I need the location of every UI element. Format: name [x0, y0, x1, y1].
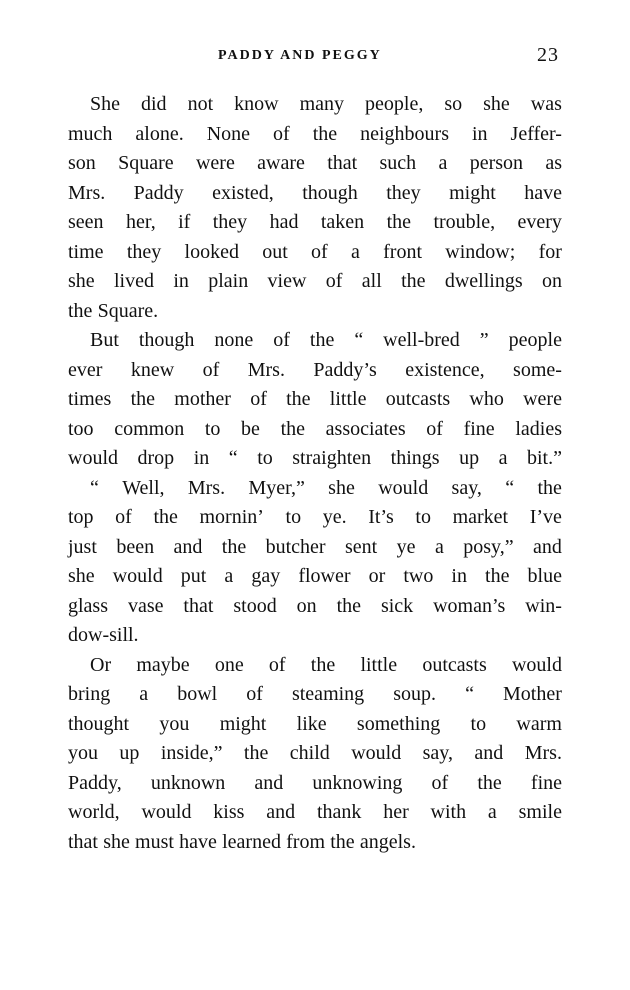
text-line: Or maybe one of the little outcasts would	[90, 653, 562, 676]
text-line: time they looked out of a front window; for	[68, 240, 562, 263]
paragraph	[68, 651, 562, 858]
paragraph	[68, 474, 562, 651]
text-line: times the mother of the little outcasts who were	[68, 388, 562, 410]
text-line: bring a bowl of steaming soup. “ Mother	[68, 683, 562, 705]
text-line: Paddy, unknown and unknowing of the fine	[68, 771, 562, 794]
running-title: PADDY AND PEGGY	[218, 48, 382, 63]
text-line: just been and the butcher sent ye a posy,” and	[68, 535, 562, 558]
text-line: dow-sill.	[68, 624, 139, 646]
running-head	[0, 44, 630, 72]
text-line: would drop in “ to straighten things up a bit.”	[68, 447, 562, 469]
text-line: But though none of the “ well-bred ” people	[90, 329, 562, 351]
text-line: you up inside,” the child would say, and Mrs.	[68, 742, 562, 764]
text-line: too common to be the associates of fine ladies	[68, 417, 562, 440]
text-line: She did not know many people, so she was	[90, 93, 562, 115]
paragraph	[68, 326, 562, 474]
text-line: top of the mornin’ to ye. It’s to market I’ve	[68, 506, 562, 528]
page-number: 23	[537, 44, 559, 66]
text-line: the Square.	[68, 299, 159, 322]
text-line: world, would kiss and thank her with a smile	[68, 801, 562, 823]
text-line: she would put a gay flower or two in the blue	[68, 565, 562, 587]
text-line: glass vase that stood on the sick woman’s win-	[68, 594, 562, 617]
paragraph	[68, 90, 562, 326]
text-line: seen her, if they had taken the trouble, every	[68, 211, 562, 233]
text-line: she lived in plain view of all the dwellings on	[68, 270, 562, 292]
text-line: that she must have learned from the angels.	[68, 830, 416, 853]
body-text	[68, 90, 562, 857]
text-line: son Square were aware that such a person as	[68, 152, 562, 174]
text-line: ever knew of Mrs. Paddy’s existence, some-	[68, 358, 562, 381]
text-line: thought you might like something to warm	[68, 712, 562, 735]
text-line: “ Well, Mrs. Myer,” she would say, “ the	[90, 476, 562, 499]
text-line: Mrs. Paddy existed, though they might have	[68, 181, 562, 204]
text-line: much alone. None of the neighbours in Jeffer-	[68, 122, 562, 145]
